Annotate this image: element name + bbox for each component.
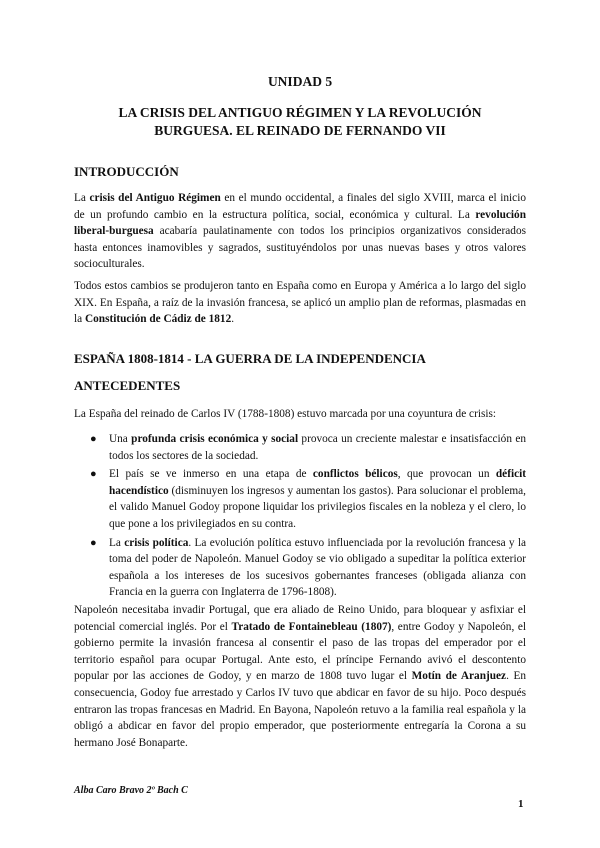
bold-term: revolución liberal-burguesa: [74, 208, 526, 238]
section-lead: La España del reinado de Carlos IV (1788-1808) estuvo marcada por una coyuntura de crisis:: [74, 408, 497, 420]
subsection-heading: ANTECEDENTES: [74, 378, 181, 393]
bold-term: Tratado de Fontainebleau (1807): [231, 620, 392, 633]
title-line-1: LA CRISIS DEL ANTIGUO RÉGIMEN Y LA REVOLUCIÓN: [118, 105, 482, 120]
page-number: 1: [518, 798, 524, 810]
section-heading: ESPAÑA 1808-1814 - LA GUERRA DE LA INDEPENDENCIA: [74, 351, 426, 366]
unit-label: UNIDAD 5: [267, 74, 333, 89]
bullet-list: [90, 431, 526, 603]
bold-term: profunda crisis económica y social: [131, 433, 299, 445]
footer-author: Alba Caro Bravo 2º Bach C: [74, 785, 188, 796]
bullet-icon: ●: [90, 536, 97, 549]
list-item-text: La crisis política. La evolución política estuvo influenciada por la revolución francesa y la toma del poder de Napoleón. Manuel Godoy se vio obligado a supeditar la política exterior española a los intereses de los sucesivos gobernantes franceses (obligada alianza con Francia en la guerra con Inglaterra de 1796-1808).: [109, 536, 526, 599]
list-item-text: Una profunda crisis económica y social provoca un creciente malestar e insatisfacción en todos los sectores de la sociedad.: [109, 433, 526, 462]
bold-term: crisis política: [124, 536, 189, 549]
page-title: [60, 104, 540, 140]
bold-term: Motín de Aranjuez: [411, 670, 507, 683]
intro-heading: INTRODUCCIÓN: [74, 164, 179, 179]
closing-paragraph: Napoleón necesitaba invadir Portugal, que era aliado de Reino Unido, para bloquear y asfixiar el potencial comercial inglés. Por el Tratado de Fontainebleau (1807), entre Godoy y Napoleón, el gobierno permite la invasión francesa al consentir el paso de las tropas del emperador por el territorio español para ocupar Portugal. Ante esto, el príncipe Fernando avivó el descontento popular por las acciones de Godoy, y en marzo de 1808 tuvo lugar el Motín de Aranjuez. En consecuencia, Godoy fue arrestado y Carlos IV tuvo que abdicar en favor de su hijo. Poco después entraron las tropas francesas en Madrid. En Bayona, Napoleón retuvo a la familia real española y la obligó a abdicar en favor del propio emperador, que posteriormente entregaría la Corona a su hermano José Bonaparte.: [74, 604, 526, 749]
list-item: [90, 466, 526, 532]
list-item: [90, 431, 526, 464]
bold-term: Constitución de Cádiz de 1812: [84, 313, 232, 326]
list-item-text: El país se ve inmerso en una etapa de conflictos bélicos, que provocan un déficit hacendístico (disminuyen los ingresos y aumentan los gastos). Para solucionar el problema, el valido Manuel Godoy propone liquidar los privilegios fiscales en la nobleza y el clero, lo que pone a los privilegiados en su contra.: [109, 468, 527, 530]
bold-term: crisis del Antiguo Régimen: [89, 192, 221, 204]
intro-paragraph-1: La crisis del Antiguo Régimen en el mundo occidental, a finales del siglo XVIII, marca el inicio de un profundo cambio en la estructura política, social, económica y cultural. La revolución liberal-burguesa acabaría paulatinamente con todos los principios organizativos considerados hasta entonces inamovibles y sagrados, sustituyéndolos por unas nuevas bases y otros valores socioculturales.: [74, 192, 526, 271]
intro-paragraph-2: Todos estos cambios se produjeron tanto en España como en Europa y América a lo largo del siglo XIX. En España, a raíz de la invasión francesa, se aplicó un amplio plan de reformas, plasmadas en la Constitución de Cádiz de 1812.: [74, 280, 526, 326]
bullet-icon: ●: [90, 433, 97, 445]
list-item: [90, 535, 526, 601]
title-line-2: BURGUESA. EL REINADO DE FERNANDO VII: [154, 123, 446, 138]
bold-term: déficit hacendístico: [109, 468, 527, 497]
bold-term: conflictos bélicos: [312, 468, 398, 481]
bullet-icon: ●: [90, 468, 97, 481]
